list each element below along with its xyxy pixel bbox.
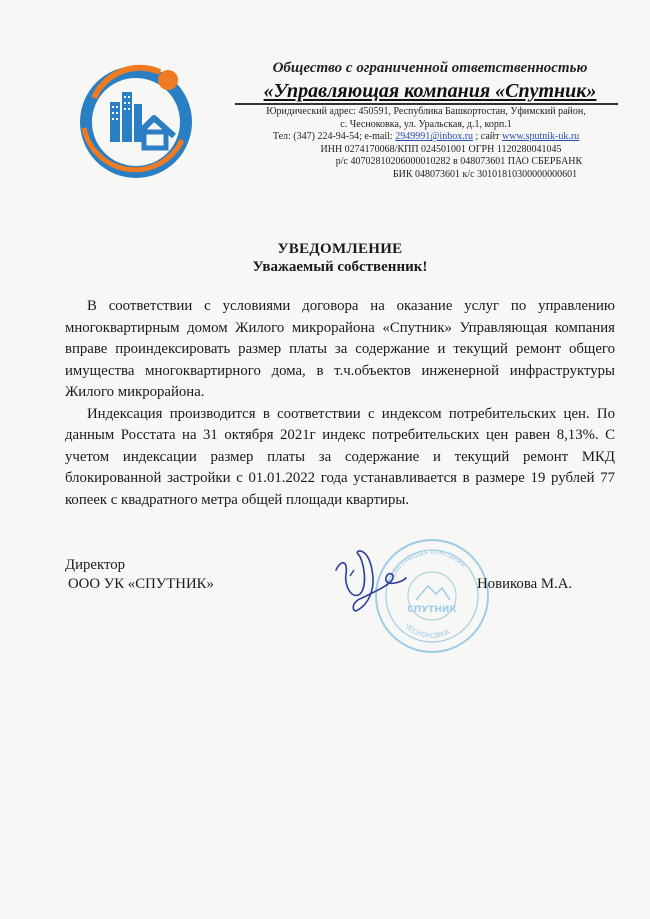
notice-body: [65, 296, 615, 511]
org-type: Общество с ограниченной ответственностью: [272, 60, 588, 76]
phone-text: Тел: (347) 224-94-54; e-mail:: [272, 131, 396, 143]
company-logo-icon: [74, 58, 198, 182]
bik-line: БИК 048073601 к/с 30101810300000000601: [392, 168, 578, 180]
notice-greeting: Уважаемый собственник!: [252, 259, 428, 275]
org-name: «Управляющая компания «Спутник»: [263, 80, 597, 102]
signatory-name: Новикова М.А.: [477, 576, 573, 592]
header-divider: [235, 103, 618, 105]
body-paragraph-2: Индексация производится в соответствии с индексом потребительских цен. По данным Росстата на 31 октября 2021г индекс потребительских цен равен 8,13%. С учетом индексации размер платы за содержание и текущий ремонт МКД блокированной застройки с 01.01.2022 года устанавливается в размере 19 рублей 77 копеек с квадратного метра общей площади квартиры.: [65, 405, 615, 508]
handwritten-signature-icon: [328, 540, 448, 620]
signatory-organization: ООО УК «СПУТНИК»: [68, 576, 214, 592]
account-line: р/с 40702810206000010282 в 048073601 ПАО СБЕРБАНК: [335, 156, 583, 168]
company-requisites: [232, 106, 620, 182]
body-paragraph-1: В соответствии с условиями договора на оказание услуг по управлению многоквартирным домом Жилого микрорайона «Спутник» Управляющая компания вправе проиндексировать размер платы за содержание и текущий ремонт общего имущества многоквартирного дома, в т.ч.объектов инженерной инфраструктуры Жилого микрорайона.: [65, 298, 615, 400]
signatory-position: Директор: [65, 557, 126, 573]
contact-line: [232, 131, 620, 144]
contact-separator: ; сайт: [473, 131, 503, 143]
email-link[interactable]: 2949991@inbox.ru: [395, 131, 474, 143]
address-line-1: Юридический адрес: 450591, Республика Башкортостан, Уфимский район,: [266, 106, 586, 117]
website-link[interactable]: www.sputnik-uk.ru: [502, 131, 580, 143]
stamp-text-bottom: ЧЕСНОКОВКА: [402, 621, 452, 641]
svg-text:ЧЕСНОКОВКА: [403, 622, 451, 640]
stamp-text-top: Управляющая компания: [385, 547, 467, 587]
inn-line: ИНН 0274170068/КПП 024501001 ОГРН 1120280041045: [320, 143, 562, 155]
stamp-text-center: СПУТНИК: [407, 605, 457, 615]
notice-title: УВЕДОМЛЕНИЕ: [277, 241, 403, 257]
address-line-2: с. Чесноковка, ул. Уральская, д.1, корп.1: [340, 118, 512, 130]
